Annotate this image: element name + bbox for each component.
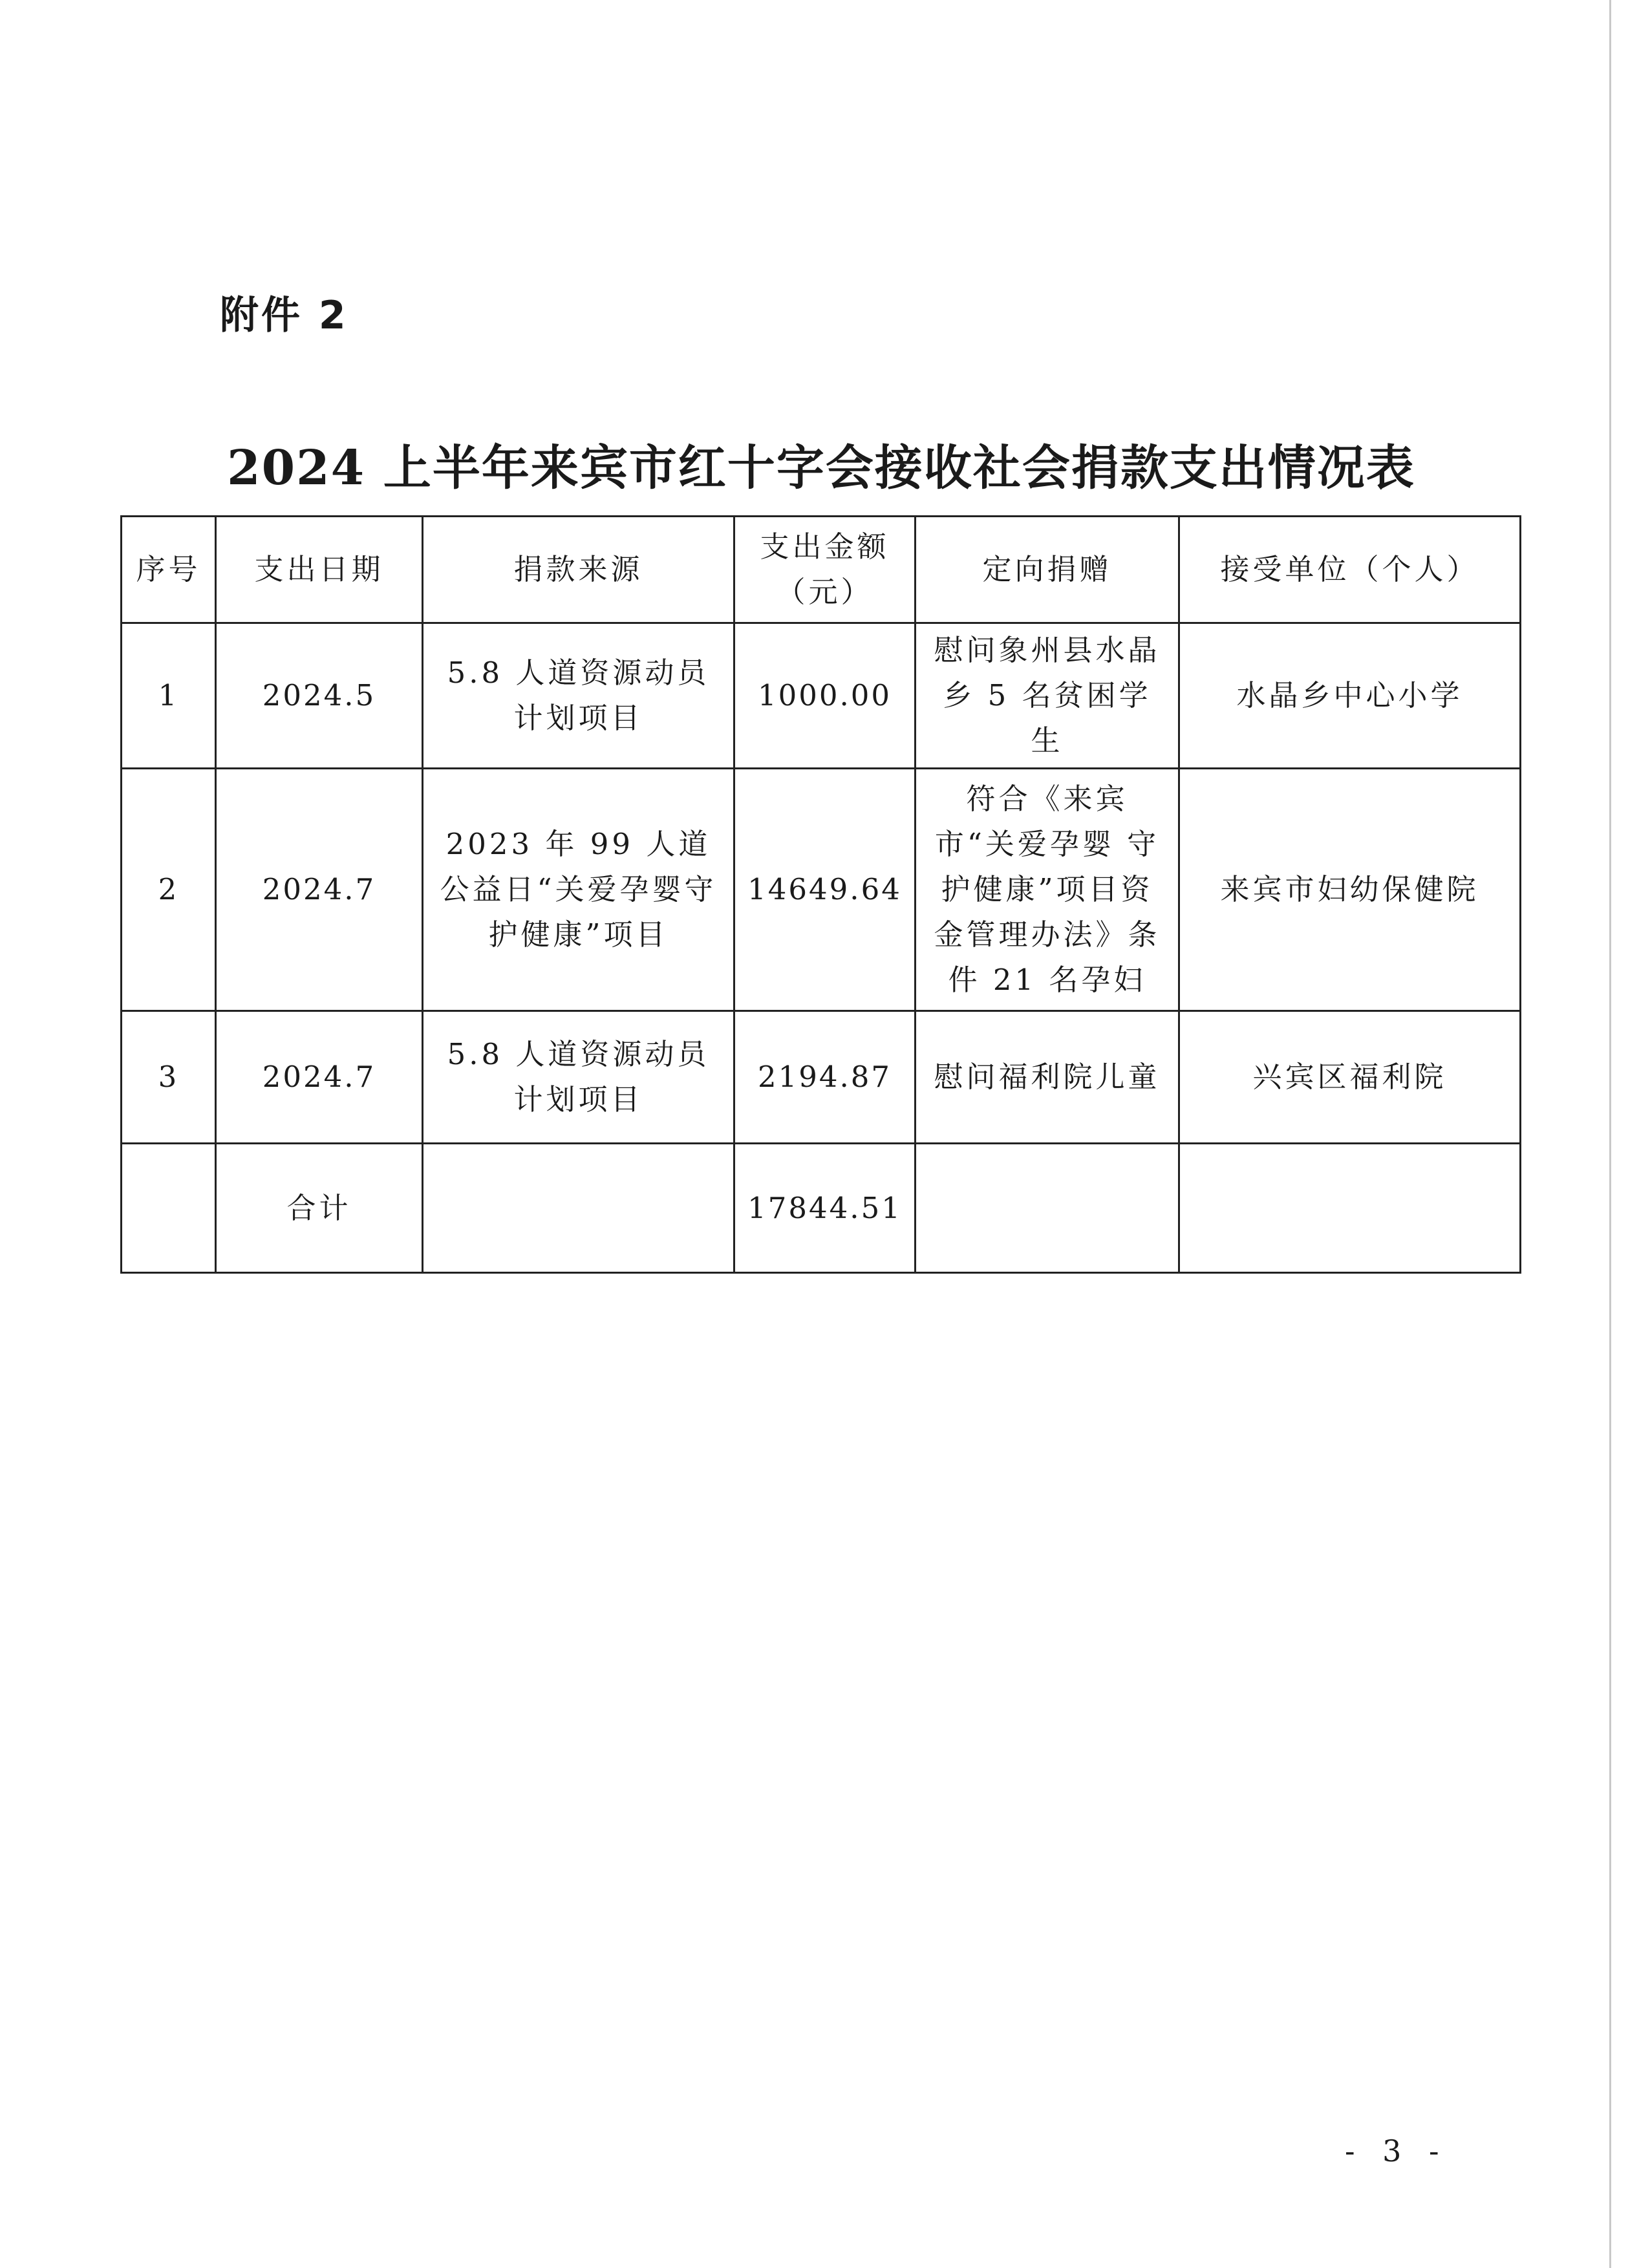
page-number: - 3 - <box>1345 2134 1448 2168</box>
cell-recipient: 来宾市妇幼保健院 <box>1179 769 1521 1011</box>
cell-recipient-empty <box>1179 1144 1521 1273</box>
cell-amount: 1000.00 <box>734 623 916 769</box>
cell-recipient: 水晶乡中心小学 <box>1179 623 1521 769</box>
table-row <box>122 1011 1521 1144</box>
cell-purpose: 慰问福利院儿童 <box>916 1011 1179 1144</box>
total-label: 合计 <box>216 1144 423 1273</box>
cell-index: 1 <box>122 623 216 769</box>
header-date: 支出日期 <box>216 517 423 623</box>
cell-source-empty <box>423 1144 734 1273</box>
table-row <box>122 623 1521 769</box>
header-recipient: 接受单位（个人） <box>1179 517 1521 623</box>
cell-date: 2024.7 <box>216 1011 423 1144</box>
cell-purpose: 符合《来宾市“关爱孕婴 守护健康”项目资金管理办法》条件 21 名孕妇 <box>916 769 1179 1011</box>
attachment-label: 附件 2 <box>220 293 348 338</box>
cell-index: 2 <box>122 769 216 1011</box>
header-source: 捐款来源 <box>423 517 734 623</box>
expenditure-table <box>120 515 1521 1274</box>
cell-source: 5.8 人道资源动员计划项目 <box>423 623 734 769</box>
cell-purpose-empty <box>916 1144 1179 1273</box>
header-index: 序号 <box>122 517 216 623</box>
cell-index-empty <box>122 1144 216 1273</box>
cell-source: 2023 年 99 人道公益日“关爱孕婴守护健康”项目 <box>423 769 734 1011</box>
cell-amount: 14649.64 <box>734 769 916 1011</box>
cell-date: 2024.5 <box>216 623 423 769</box>
cell-recipient: 兴宾区福利院 <box>1179 1011 1521 1144</box>
cell-source: 5.8 人道资源动员计划项目 <box>423 1011 734 1144</box>
cell-index: 3 <box>122 1011 216 1144</box>
header-amount: 支出金额（元） <box>734 517 916 623</box>
header-purpose: 定向捐赠 <box>916 517 1179 623</box>
cell-amount: 2194.87 <box>734 1011 916 1144</box>
total-amount: 17844.51 <box>734 1144 916 1273</box>
scan-edge-line <box>1609 0 1611 2268</box>
table-row <box>122 769 1521 1011</box>
table-total-row <box>122 1144 1521 1273</box>
table-header-row <box>122 517 1521 623</box>
cell-date: 2024.7 <box>216 769 423 1011</box>
page-title: 2024 上半年来宾市红十字会接收社会捐款支出情况表 <box>227 440 1415 496</box>
cell-purpose: 慰问象州县水晶乡 5 名贫困学生 <box>916 623 1179 769</box>
